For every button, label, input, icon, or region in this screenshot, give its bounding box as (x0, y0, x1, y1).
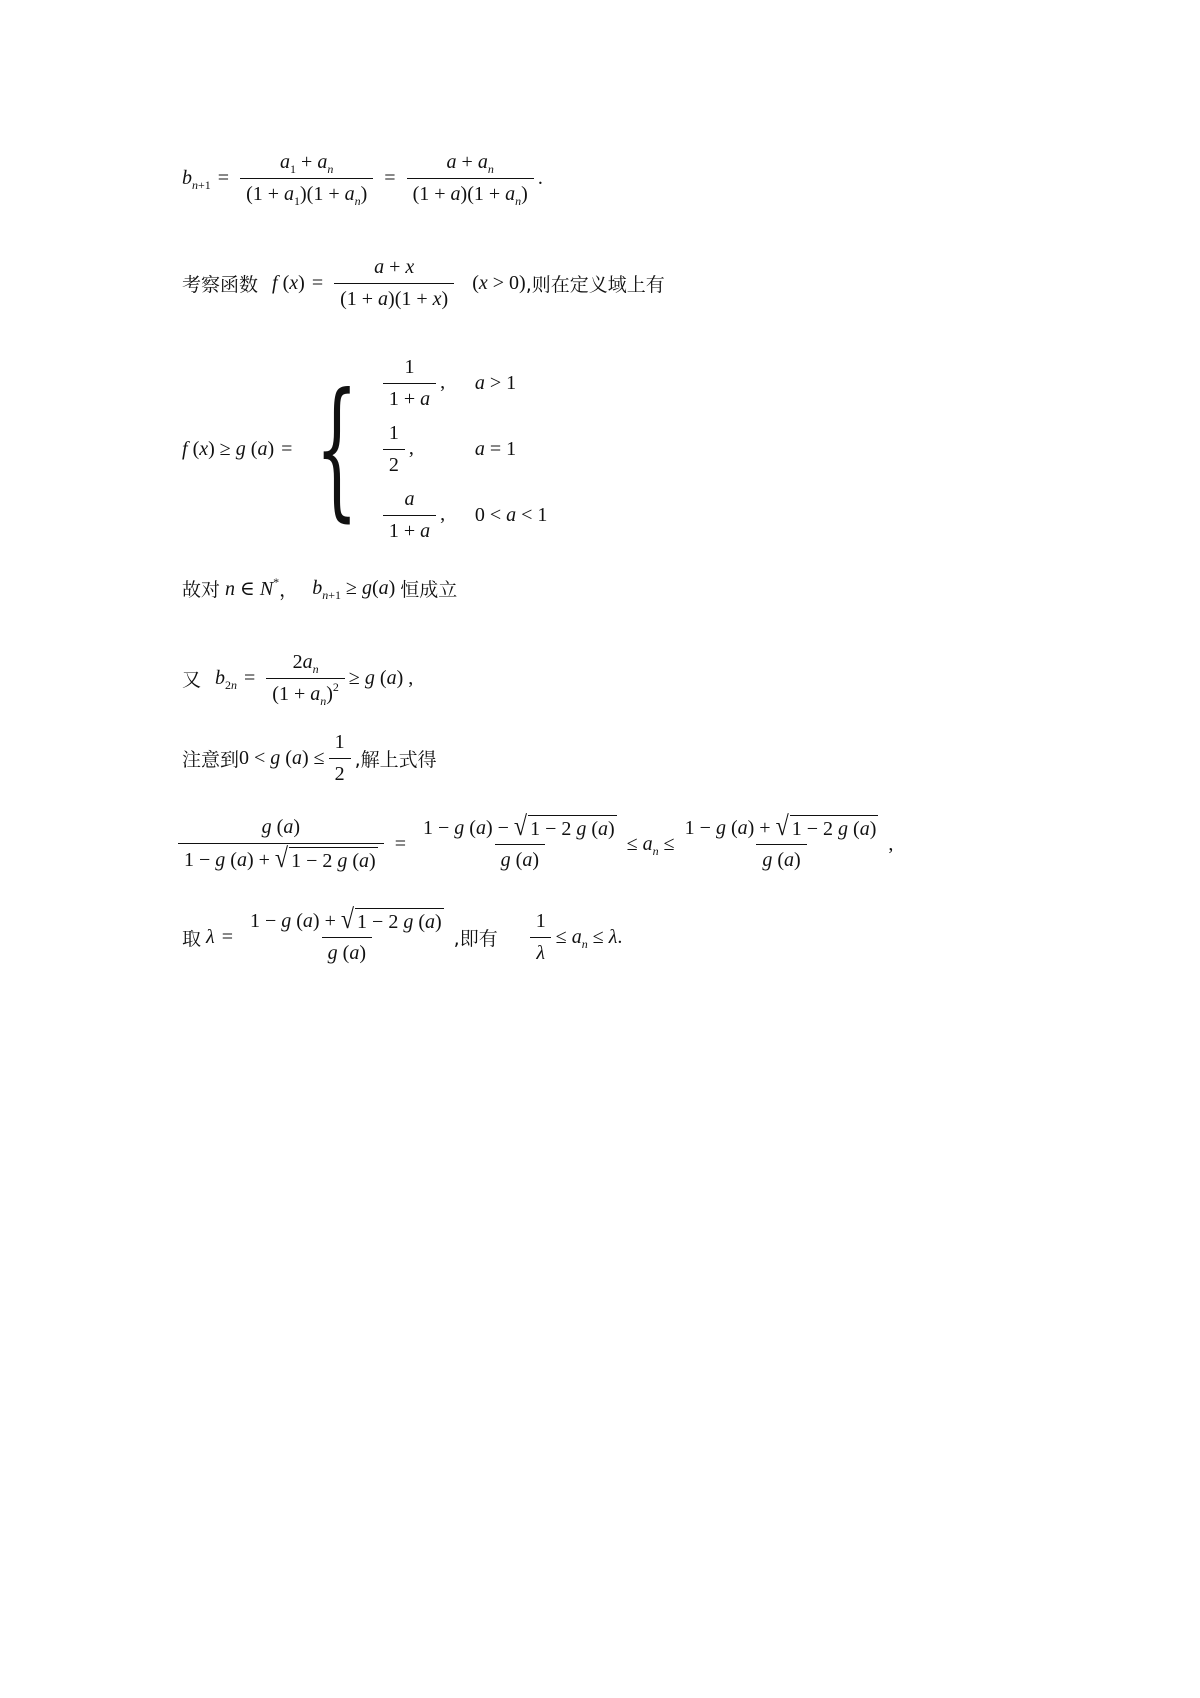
intro-text: 又 (182, 669, 202, 691)
tail-text: ,解上式得 (354, 749, 437, 771)
equation-b-n-plus-1: $b_{n+1}$ = $\frac{a_1 + a_n}{(1 + a_1)(1 + a_n)}$ = $\frac{a + a_n}{(1 + a)(1 + a_n)}$ . (182, 151, 543, 208)
tail-text: ,则在定义域上有 (525, 274, 665, 296)
intro-text: 取 (182, 927, 202, 950)
period: . (537, 167, 543, 189)
lambda-definition: 取 λ = 1 − g (a) + √ 1 − 2 g (a) g (a) ,即有 $\frac{1}{\lambda}$ ≤ $a_n \le \lambda$. (182, 904, 623, 964)
intro-text: 注意到 (182, 749, 240, 771)
function-definition-line: 考察函数 f (x) = $\frac{a + x}{(1 + a)(1 + x)}$ (x > 0) ,则在定义域上有 (182, 256, 665, 310)
intro-text: 考察函数 (182, 274, 259, 296)
note-line: 注意到 0 < g (a) ≤ $\frac{1}{2}$ ,解上式得 (182, 731, 437, 785)
piecewise-equation: f (x) ≥ g (a) = { $\frac{1}{1 + a}$ , a > 1 $\frac{1}{2}$ , a = 1 $\frac{a}{1 + a}$ , 0 < a < 1 (182, 355, 548, 542)
equation-b-2n: 又 $b_{2n}$ = $\frac{2a_n}{(1 + a_n)^2}$ ≥ g (a) , (182, 651, 414, 708)
inequality-holds-line: 故对 n ∈ N* ， $b_{n+1} \ge g(a)$ 恒成立 (182, 575, 458, 602)
intro-text: 故对 (182, 579, 221, 601)
bound-inequality: g (a) 1 − g (a) + √ 1 − 2 g (a) = 1 − g (a) − √ 1 − 2 g (a) g (a) ≤ $a_n$ ≤ 1 − g (a) + √ 1 − 2 g (a) g (a) , (178, 815, 893, 873)
mid-text: ,即有 (453, 927, 498, 950)
tail-text: 恒成立 (400, 579, 458, 601)
